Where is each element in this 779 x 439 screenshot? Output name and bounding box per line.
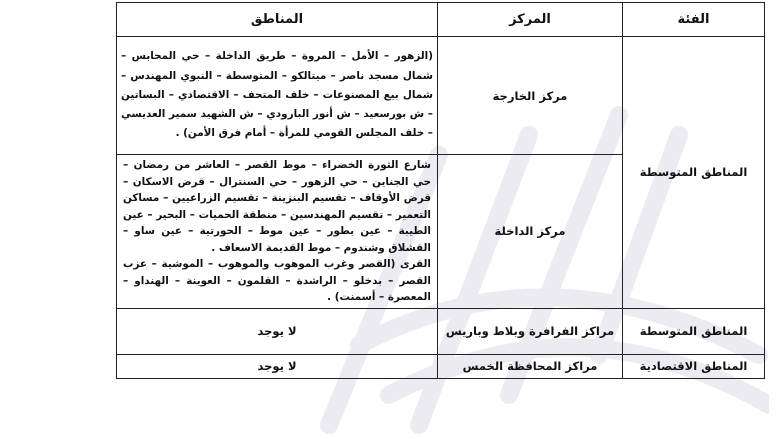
- table-row: [117, 37, 765, 155]
- areas-cell: [117, 155, 438, 309]
- table-row: [117, 354, 765, 378]
- areas-cell: (الزهور – الأمل – المروة – طريق الداخلة – حي المحابس – شمال مسجد ناصر – ميتالكو – المتوسطة – النبوي المهندس – شمال بيع المصنوعات – خلف المتحف – الاقتصادي – البساتين – ش بورسعيد – ش أنور البارودي – ش الشهيد سمير العديسي – خلف المجلس القومي للمرأة – أمام فرق الأمن) .: [117, 37, 438, 155]
- category-cell: المناطق المتوسطة: [623, 308, 765, 354]
- table-header-row: [117, 3, 765, 37]
- center-cell: مركز الداخلة: [438, 155, 623, 309]
- center-cell: مراكز المحافظة الخمس: [438, 354, 623, 378]
- header-category: الفئة: [623, 3, 765, 37]
- areas-text: شارع الثورة الخضراء – موط القصر – العاشر من رمضان – حي الجناين – حي الزهور – حي السنترال – قرض الاسكان – قرض الأوقاف – تقسيم البنزينة – تقسيم الزراعيين – مساكن التعمير – تقسيم المهندسين – منطقة الحميات – البحير – عين الطيبة – عين بطور – عين موط – الحورتية – عين ساو – القشلاق وشندوم – موط القديمة الاسعاف .: [123, 159, 431, 254]
- areas-villages-text: القرى (القصر وغرب الموهوب والموهوب – الموشية – عزب القصر – بدخلو – الراشدة – القلمون – العوينة – الهنداو – المعصرة – أسمنت) .: [123, 258, 431, 303]
- header-center: المركز: [438, 3, 623, 37]
- table-row: [117, 308, 765, 354]
- areas-table: [116, 2, 765, 379]
- center-cell: مركز الخارجة: [438, 37, 623, 155]
- category-cell: المناطق الاقتصادية: [623, 354, 765, 378]
- areas-cell: لا يوجد: [117, 354, 438, 378]
- center-cell: مراكز الفرافرة وبلاط وباريس: [438, 308, 623, 354]
- category-cell: المناطق المتوسطة: [623, 37, 765, 309]
- header-areas: المناطق: [117, 3, 438, 37]
- areas-cell: لا يوجد: [117, 308, 438, 354]
